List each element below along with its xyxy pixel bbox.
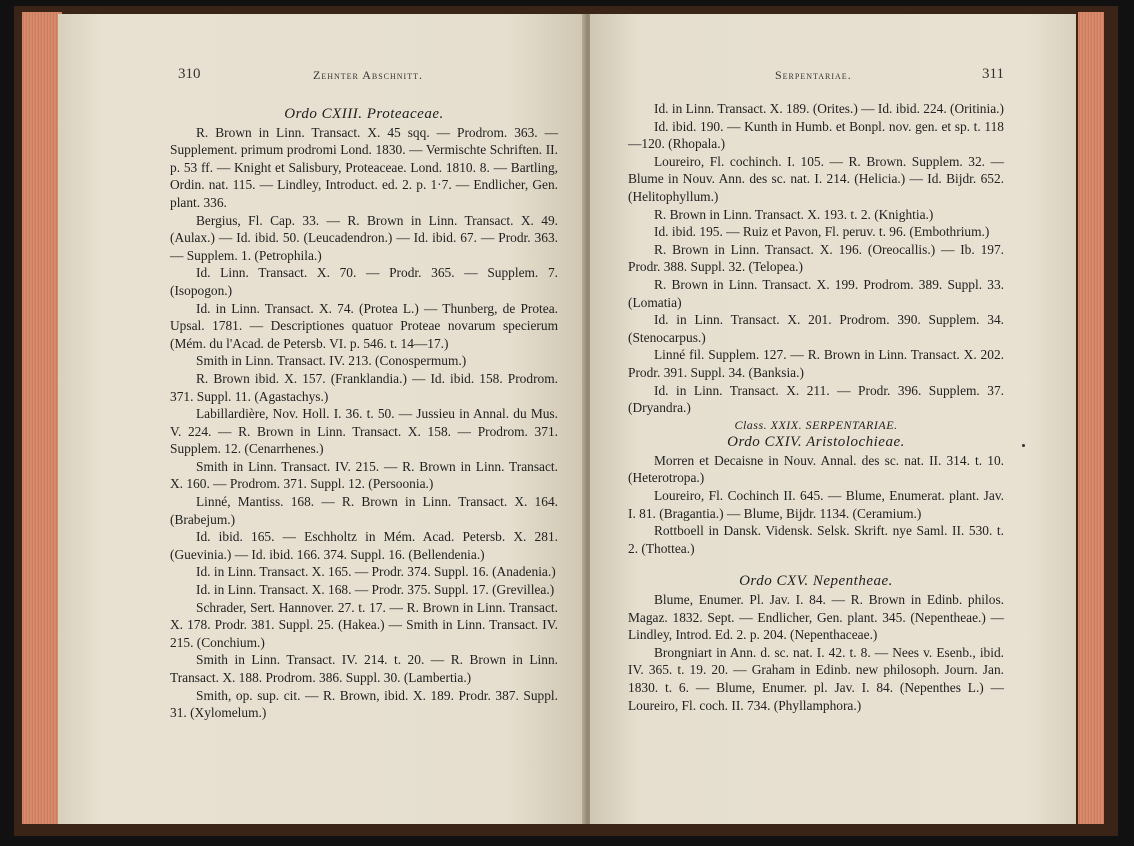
section-heading: Ordo CXIV. Aristolochieae. bbox=[727, 434, 905, 451]
paragraph: Bergius, Fl. Cap. 33. — R. Brown in Linn. Transact. X. 49. (Aulax.) — Id. ibid. 50. (Leucadendron.) — Id. ibid. 67. — Prodr. 363. — Supplem. 1. (Petrophila.) bbox=[170, 212, 558, 263]
paragraph: Brongniart in Ann. d. sc. nat. I. 42. t. 8. — Nees v. Esenb., ibid. IV. 365. t. 19. 20. — Graham in Edinb. new philosoph. Journ. Jan. 1830. t. 6. — Blume, Enumer. pl. Jav. I. 84. (Nepenthes L.) — Loureiro, Fl. coch. II. 734. (Phyllamphora.) bbox=[628, 644, 1004, 713]
page-edges-left bbox=[22, 12, 62, 824]
paragraph: Id. in Linn. Transact. X. 165. — Prodr. 374. Suppl. 16. (Anadenia.) bbox=[196, 564, 556, 580]
paragraph: Schrader, Sert. Hannover. 27. t. 17. — R. Brown in Linn. Transact. X. 178. Prodr. 381. Suppl. 25. (Hakea.) — Smith in Linn. Transact. IV. 215. (Conchium.) bbox=[170, 599, 558, 650]
right-page bbox=[590, 14, 1076, 824]
left-text-block bbox=[170, 106, 558, 722]
ink-speck bbox=[1022, 444, 1025, 447]
paragraph: Id. in Linn. Transact. X. 74. (Protea L.) — Thunberg, de Protea. Upsal. 1781. — Descriptiones quatuor Proteae novarum specierum (Mém. du l'Acad. de Petersb. VI. p. 546. t. 14—17.) bbox=[170, 300, 558, 351]
paragraph: Linné fil. Supplem. 127. — R. Brown in Linn. Transact. X. 202. Prodr. 391. Suppl. 34. (Banksia.) bbox=[628, 347, 1004, 380]
class-heading: Class. XXIX. SERPENTARIAE. bbox=[734, 417, 898, 432]
section-heading: Ordo CXIII. Proteaceae. bbox=[284, 106, 444, 122]
paragraph: R. Brown in Linn. Transact. X. 196. (Oreocallis.) — Ib. 197. Prodr. 388. Suppl. 32. (Telopea.) bbox=[628, 241, 1004, 275]
paragraph: Id. in Linn. Transact. X. 168. — Prodr. 375. Suppl. 17. (Grevillea.) bbox=[196, 582, 555, 598]
paragraph: Smith in Linn. Transact. IV. 213. (Conospermum.) bbox=[196, 353, 467, 369]
paragraph: Linné, Mantiss. 168. — R. Brown in Linn. Transact. X. 164. (Brabejum.) bbox=[170, 494, 558, 527]
paragraph: Morren et Decaisne in Nouv. Annal. des sc. nat. II. 314. t. 10. (Heterotropa.) bbox=[628, 452, 1004, 486]
paragraph: Loureiro, Fl. Cochinch II. 645. — Blume, Enumerat. plant. Jav. I. 81. (Bragantia.) — Blume, Bijdr. 1134. (Ceramium.) bbox=[628, 488, 1004, 521]
right-text-block bbox=[628, 100, 1004, 714]
section-heading: Ordo CXV. Nepentheae. bbox=[739, 573, 893, 590]
paragraph: R. Brown in Linn. Transact. X. 45 sqq. — Prodrom. 363. — Supplement. primum prodromi Lond. 1830. — Vermischte Schriften. II. p. 53 ff. — Knight et Salisbury, Proteaceae. Lond. 1810. 8. — Bartling, Ordin. nat. 115. — Lindley, Introduct. ed. 2. p. 1·7. — Endlicher, Gen. plant. 336. bbox=[170, 124, 558, 210]
page-number: 311 bbox=[982, 66, 1004, 82]
paragraph: Smith in Linn. Transact. IV. 215. — R. Brown in Linn. Transact. X. 160. — Prodrom. 371. Suppl. 12. (Persoonia.) bbox=[170, 458, 558, 492]
paragraph: Id. ibid. 165. — Eschholtz in Mém. Acad. Petersb. X. 281. (Guevinia.) — Id. ibid. 166. 374. Suppl. 16. (Bellendenia.) bbox=[170, 529, 558, 562]
paragraph: Id. in Linn. Transact. X. 189. (Orites.) — Id. ibid. 224. (Oritinia.) bbox=[654, 101, 1004, 116]
paragraph: R. Brown in Linn. Transact. X. 193. t. 2. (Knightia.) bbox=[654, 206, 934, 222]
left-page bbox=[58, 14, 586, 824]
paragraph: Loureiro, Fl. cochinch. I. 105. — R. Brown. Supplem. 32. — Blume in Nouv. Ann. des sc. nat. I. 214. (Helicia.) — Id. Bijdr. 652. (Helitophyllum.) bbox=[628, 153, 1004, 204]
paragraph: R. Brown ibid. X. 157. (Franklandia.) — Id. ibid. 158. Prodrom. 371. Suppl. 11. (Agastachys.) bbox=[170, 370, 558, 404]
paragraph: R. Brown in Linn. Transact. X. 199. Prodrom. 389. Suppl. 33. (Lomatia) bbox=[628, 276, 1004, 310]
paragraph: Id. in Linn. Transact. X. 201. Prodrom. 390. Supplem. 34. (Stenocarpus.) bbox=[628, 312, 1004, 345]
page-edges-right bbox=[1078, 12, 1104, 824]
paragraph: Id. in Linn. Transact. X. 211. — Prodr. 396. Supplem. 37. (Dryandra.) bbox=[628, 382, 1004, 416]
paragraph: Blume, Enumer. Pl. Jav. I. 84. — R. Brown in Edinb. philos. Magaz. 1832. Sept. — Endlicher, Gen. plant. 345. (Nepentheae.) — Lindley, Introd. Ed. 2. p. 204. (Nepenthaceae.) bbox=[628, 592, 1004, 643]
paragraph: Id. Linn. Transact. X. 70. — Prodr. 365. — Supplem. 7. (Isopogon.) bbox=[170, 265, 558, 298]
paragraph: Smith, op. sup. cit. — R. Brown, ibid. X. 189. Prodr. 387. Suppl. 31. (Xylomelum.) bbox=[170, 687, 558, 721]
paragraph: Rottboell in Dansk. Vidensk. Selsk. Skrift. nye Saml. II. 530. t. 2. (Thottea.) bbox=[628, 523, 1004, 556]
paragraph: Labillardière, Nov. Holl. I. 36. t. 50. — Jussieu in Annal. du Mus. V. 224. — R. Brown in Linn. Transact. X. 158. — Prodrom. 371. Supplem. 12. (Cenarrhenes.) bbox=[170, 406, 558, 457]
running-head: Serpentariae. bbox=[775, 68, 852, 82]
running-head: Zehnter Abschnitt. bbox=[313, 68, 423, 82]
page-number: 310 bbox=[178, 66, 201, 82]
paragraph: Id. ibid. 195. — Ruiz et Pavon, Fl. peruv. t. 96. (Embothrium.) bbox=[654, 224, 990, 240]
paragraph: Id. ibid. 190. — Kunth in Humb. et Bonpl. nov. gen. et sp. t. 118—120. (Rhopala.) bbox=[628, 118, 1004, 152]
paragraph: Smith in Linn. Transact. IV. 214. t. 20. — R. Brown in Linn. Transact. X. 188. Prodrom. 386. Suppl. 30. (Lambertia.) bbox=[170, 652, 558, 685]
